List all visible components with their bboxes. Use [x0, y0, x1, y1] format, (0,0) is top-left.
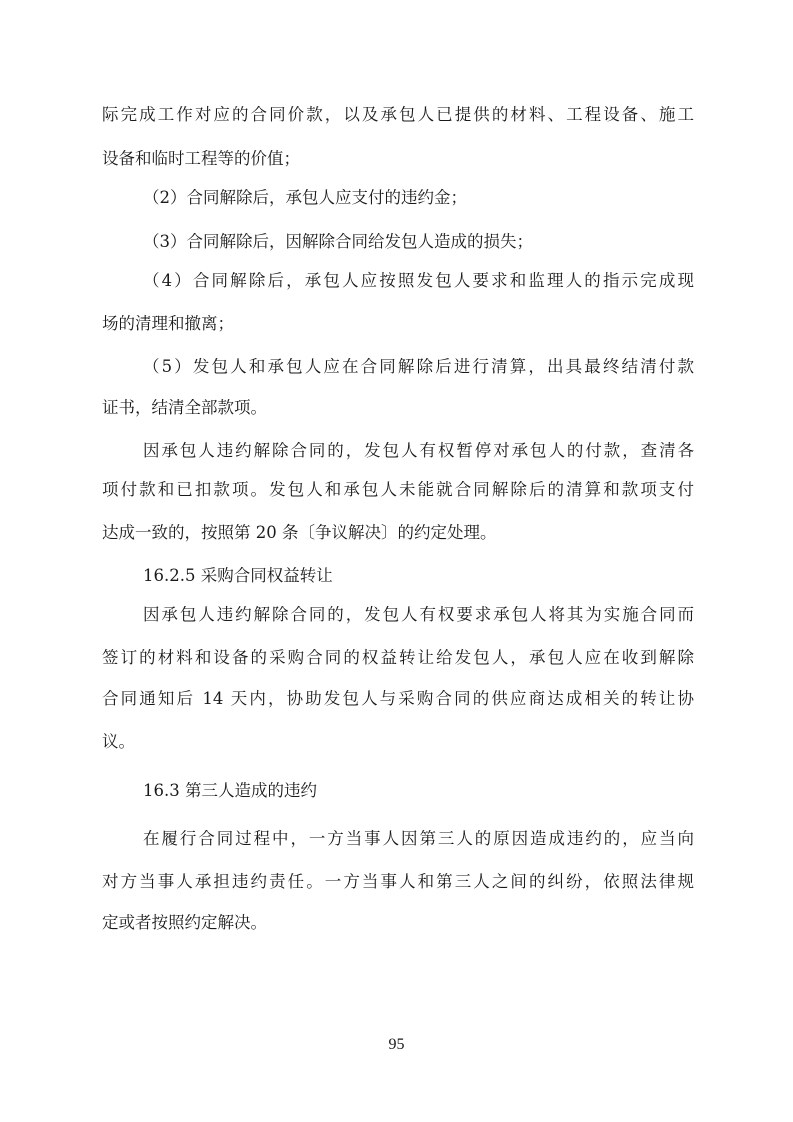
list-item-2: （2）合同解除后，承包人应支付的违约金； — [143, 188, 467, 207]
list-item-3: （3）合同解除后，因解除合同给发包人造成的损失； — [143, 232, 533, 251]
paragraph-line: 合同通知后 14 天内，协助发包人与采购合同的供应商达成相关的转让协 — [102, 689, 694, 708]
paragraph-line: 对方当事人承担违约责任。一方当事人和第三人之间的纠纷，依照法律规 — [102, 872, 694, 891]
body-text-line: 际完成工作对应的合同价款，以及承包人已提供的材料、工程设备、施工 — [102, 105, 694, 124]
paragraph-line: 达成一致的，按照第 20 条〔争议解决〕的约定处理。 — [102, 523, 497, 542]
body-text-line: 场的清理和撤离； — [102, 314, 234, 333]
paragraph-line: 因承包人违约解除合同的，发包人有权要求承包人将其为实施合同而 — [143, 605, 694, 624]
paragraph-line: 在履行合同过程中，一方当事人因第三人的原因造成违约的，应当向 — [143, 829, 694, 848]
body-text-line: 设备和临时工程等的价值； — [102, 149, 300, 168]
paragraph-line: 签订的材料和设备的采购合同的权益转让给发包人，承包人应在收到解除 — [102, 648, 694, 667]
list-item-5: （5）发包人和承包人应在合同解除后进行清算，出具最终结清付款 — [143, 357, 694, 376]
list-item-4: （4）合同解除后，承包人应按照发包人要求和监理人的指示完成现 — [143, 271, 694, 290]
paragraph-line: 定或者按照约定解决。 — [102, 913, 267, 932]
paragraph-line: 因承包人违约解除合同的，发包人有权暂停对承包人的付款，查清各 — [143, 441, 694, 460]
section-heading: 16.3 第三人造成的违约 — [143, 781, 317, 800]
paragraph-line: 项付款和已扣款项。发包人和承包人未能就合同解除后的清算和款项支付 — [102, 480, 694, 499]
section-heading: 16.2.5 采购合同权益转让 — [143, 566, 333, 585]
body-text-line: 证书，结清全部款项。 — [102, 398, 267, 417]
paragraph-line: 议。 — [102, 732, 135, 751]
page-number: 95 — [388, 1036, 405, 1053]
